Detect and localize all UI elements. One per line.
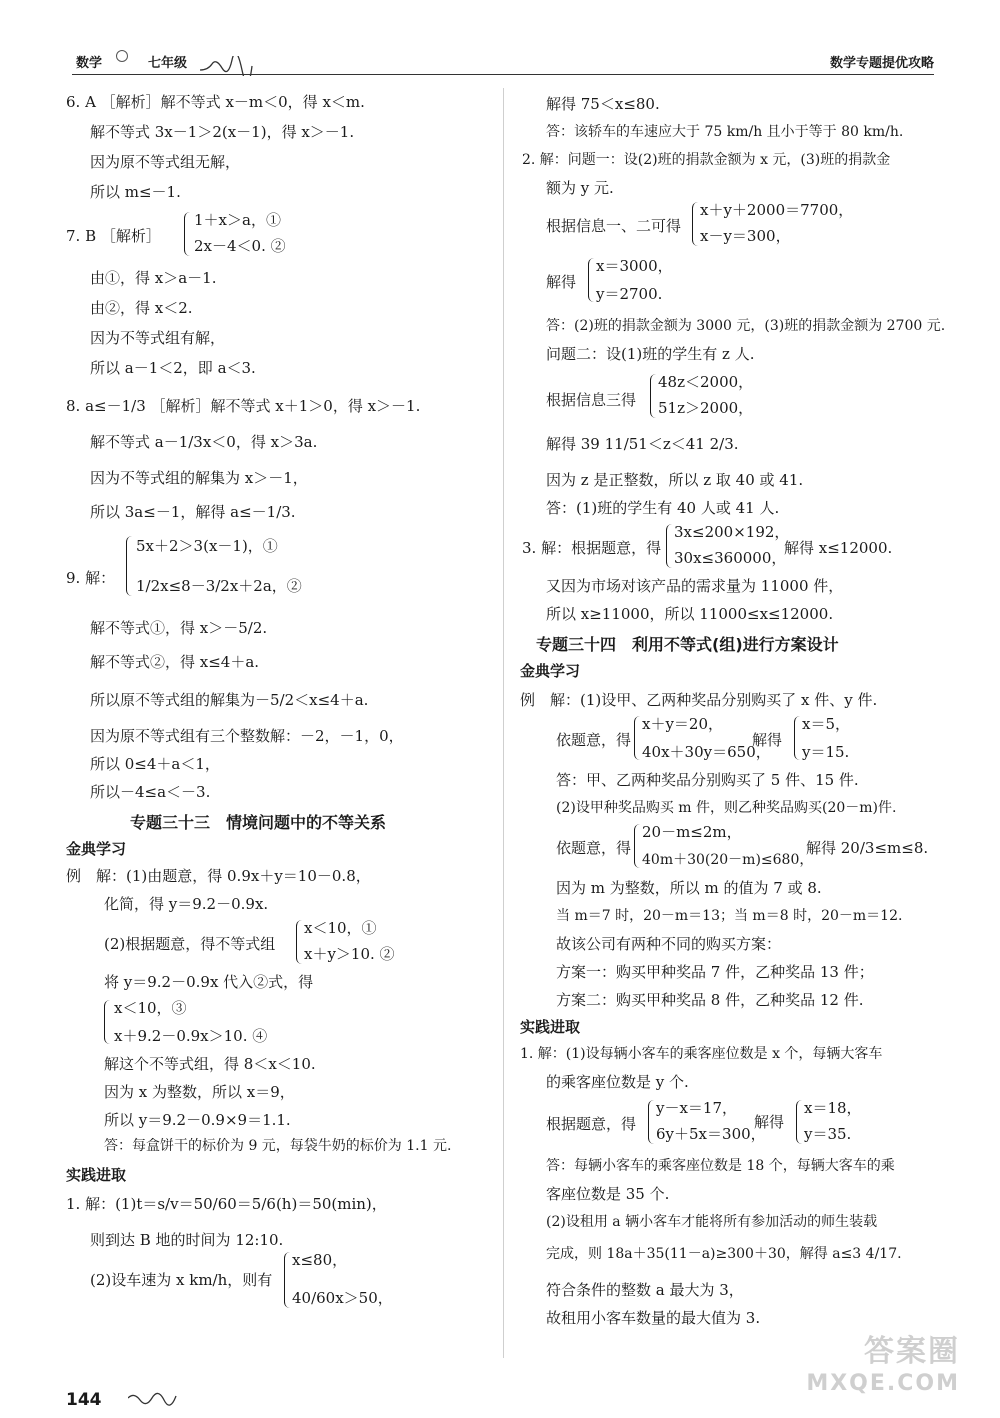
left-line: 2x－4＜0. ② [194, 237, 286, 255]
right-line: 答：(2)班的捐款金额为 3000 元，(3)班的捐款金额为 2700 元. [546, 318, 946, 334]
left-line: x＋y＞10. ② [304, 945, 395, 963]
header-rule [72, 74, 934, 75]
brace [184, 212, 191, 256]
left-line: 则到达 B 地的时间为 12:10. [90, 1231, 284, 1249]
left-line: 所以 0≤4＋a＜1， [90, 755, 220, 773]
right-line: 当 m＝7 时，20－m＝13；当 m＝8 时，20－m＝12. [556, 908, 903, 924]
footer-wave-icon [128, 1388, 188, 1408]
right-line: x＋y＋2000＝7700， [700, 201, 854, 219]
right-line: y－x＝17， [656, 1099, 738, 1117]
right-line: 2. 解：问题一：设(2)班的捐款金额为 x 元，(3)班的捐款金 [522, 152, 891, 168]
right-line: 解得 75＜x≤80. [546, 95, 660, 113]
right-line: (2)设甲种奖品购买 m 件，则乙种奖品购买(20－m)件. [556, 800, 897, 816]
left-line: 6. A ［解析］解不等式 x－m＜0，得 x＜m. [66, 93, 365, 111]
page-footer [66, 1390, 102, 1410]
header-book-title: 数学专题提优攻略 [829, 56, 934, 71]
header-dot-icon [116, 50, 128, 62]
left-line: 所以原不等式组的解集为－5/2＜x≤4＋a. [90, 691, 369, 709]
left-line: (2)设车速为 x km/h，则有 [90, 1271, 273, 1289]
left-line: 所以 y＝9.2－0.9×9＝1.1. [104, 1111, 291, 1129]
right-line: 的乘客座位数是 y 个. [546, 1073, 689, 1091]
right-line: 客座位数是 35 个. [546, 1185, 670, 1203]
right-line: 3. 解：根据题意，得 [522, 539, 662, 557]
left-line: 9. 解： [66, 569, 116, 587]
right-line: y＝15. [802, 743, 850, 761]
right-line: 3x≤200×192， [674, 523, 790, 541]
header-wave-icon [200, 56, 260, 76]
left-line: 解这个不等式组，得 8＜x＜10. [104, 1055, 316, 1073]
left-line: 因为不等式组的解集为 x＞－1， [90, 469, 308, 487]
right-line: 根据信息三得 [546, 391, 637, 409]
left-line: 5x＋2＞3(x－1)，① [136, 537, 278, 555]
page-number: 144 [66, 1390, 102, 1410]
right-line: 依题意，得 [556, 839, 632, 857]
right-line: 因为 z 是正整数，所以 z 取 40 或 41. [546, 471, 804, 489]
left-line: x＜10，① [304, 919, 377, 937]
brace [794, 716, 801, 760]
left-line: 1/2x≤8－3/2x＋2a，② [136, 577, 302, 595]
right-line: 所以 x≥11000，所以 11000≤x≤12000. [546, 605, 834, 623]
right-line: 解得 [754, 1113, 785, 1131]
right-line: y＝35. [804, 1125, 852, 1143]
left-line: 解不等式②，得 x≤4＋a. [90, 653, 260, 671]
brace [634, 824, 641, 868]
subsection-title: 金典学习 [66, 840, 127, 858]
right-line: 方案二：购买甲种奖品 8 件，乙种奖品 12 件. [556, 991, 864, 1009]
right-line: 依题意，得 [556, 731, 632, 749]
right-line: 答：(1)班的学生有 40 人或 41 人. [546, 499, 780, 517]
right-line: x＝5， [802, 715, 851, 733]
left-line: 因为不等式组有解， [90, 329, 226, 347]
left-line: 例 解：(1)由题意，得 0.9x＋y＝10－0.8， [66, 867, 371, 885]
right-line: 40x＋30y＝650， [642, 743, 771, 761]
brace [104, 1000, 111, 1044]
left-line: 因为原不等式组有三个整数解：－2，－1，0， [90, 727, 404, 745]
right-line: 额为 y 元. [546, 179, 614, 197]
left-line: 1. 解：(1)t＝s/v＝50/60＝5/6(h)＝50(min)， [66, 1195, 387, 1213]
left-line: 解不等式 3x－1＞2(x－1)，得 x＞－1. [90, 123, 355, 141]
left-line: 8. a≤－1/3 ［解析］解不等式 x＋1＞0，得 x＞－1. [66, 397, 421, 415]
left-line: (2)根据题意，得不等式组 [104, 935, 276, 953]
left-line: 7. B ［解析］ [66, 227, 161, 245]
right-line: 1. 解：(1)设每辆小客车的乘客座位数是 x 个，每辆大客车 [520, 1046, 883, 1062]
left-line: 所以－4≤a＜－3. [90, 783, 211, 801]
right-line: 方案一：购买甲种奖品 7 件，乙种奖品 13 件； [556, 963, 874, 981]
right-line: 根据信息一、二可得 [546, 217, 682, 235]
right-line: 答：该轿车的车速应大于 75 km/h 且小于等于 80 km/h. [546, 124, 904, 140]
right-line: 解得 39 11/51＜z＜41 2/3. [546, 435, 739, 453]
left-line: 1＋x＞a，① [194, 211, 281, 229]
left-line: x≤80， [292, 1251, 348, 1269]
section-title-34: 专题三十四 利用不等式(组)进行方案设计 [536, 635, 839, 654]
right-line: 答：每辆小客车的乘客座位数是 18 个，每辆大客车的乘 [546, 1158, 895, 1174]
right-line: x＝3000， [596, 257, 673, 275]
right-line: 解得 [546, 273, 577, 291]
right-line: 6y＋5x＝300， [656, 1125, 766, 1143]
right-line: y＝2700. [596, 285, 663, 303]
header-subject: 数学 [76, 56, 103, 71]
right-line: 30x≤360000， [674, 549, 787, 567]
watermark [806, 1336, 960, 1400]
brace [126, 536, 133, 596]
right-line: 完成，则 18a＋35(11－a)≥300＋30，解得 a≤3 4/17. [546, 1246, 902, 1262]
right-line: 故租用小客车数量的最大值为 3. [546, 1309, 761, 1327]
left-line: 所以 m≤－1. [90, 183, 181, 201]
brace [588, 258, 595, 302]
left-line: x＜10，③ [114, 999, 187, 1017]
left-line: 所以 3a≤－1，解得 a≤－1/3. [90, 503, 296, 521]
right-line: 又因为市场对该产品的需求量为 11000 件， [546, 577, 844, 595]
brace [650, 374, 657, 418]
right-line: 问题二：设(1)班的学生有 z 人. [546, 345, 755, 363]
left-line: 因为原不等式组无解， [90, 153, 241, 171]
left-line: 所以 a－1＜2，即 a＜3. [90, 359, 256, 377]
brace [648, 1100, 655, 1144]
right-line: 因为 m 为整数，所以 m 的值为 7 或 8. [556, 879, 822, 897]
subsection-title: 实践进取 [66, 1166, 127, 1184]
left-line: 40/60x＞50， [292, 1289, 393, 1307]
right-line: 40m＋30(20－m)≤680， [642, 852, 814, 868]
right-line: 48z＜2000， [658, 373, 754, 391]
right-line: 故该公司有两种不同的购买方案： [556, 935, 782, 953]
brace [634, 716, 641, 760]
brace [284, 1252, 291, 1308]
right-line: x－y＝300， [700, 227, 791, 245]
right-line: 根据题意，得 [546, 1115, 637, 1133]
brace [666, 524, 673, 568]
right-line: 例 解：(1)设甲、乙两种奖品分别购买了 x 件、y 件. [520, 691, 878, 709]
right-line: 解得 x≤12000. [784, 539, 893, 557]
page-header [0, 0, 1000, 80]
right-line: 20－m≤2m， [642, 823, 742, 841]
brace [796, 1100, 803, 1144]
subsection-title: 实践进取 [520, 1018, 581, 1036]
left-line: 由①，得 x＞a－1. [90, 269, 217, 287]
left-line: 解不等式①，得 x＞－5/2. [90, 619, 268, 637]
left-line: x＋9.2－0.9x＞10. ④ [114, 1027, 268, 1045]
left-line: 化简，得 y＝9.2－0.9x. [104, 895, 269, 913]
brace [296, 920, 303, 964]
right-line: (2)设租用 a 辆小客车才能将所有参加活动的师生装载 [546, 1214, 878, 1230]
right-line: 解得 20/3≤m≤8. [806, 839, 929, 857]
watermark-top-text: 答案圈 [864, 1334, 960, 1369]
header-grade: 七年级 [148, 56, 188, 71]
left-line: 解不等式 a－1/3x＜0，得 x＞3a. [90, 433, 318, 451]
right-line: 答：甲、乙两种奖品分别购买了 5 件、15 件. [556, 771, 859, 789]
brace [692, 202, 699, 246]
left-line: 将 y＝9.2－0.9x 代入②式，得 [104, 973, 314, 991]
section-title-33: 专题三十三 情境问题中的不等关系 [130, 813, 387, 832]
left-line: 由②，得 x＜2. [90, 299, 193, 317]
right-line: 解得 [752, 731, 783, 749]
left-line: 因为 x 为整数，所以 x＝9， [104, 1083, 295, 1101]
watermark-bottom-text: MXQE.COM [806, 1371, 960, 1396]
right-line: 51z＞2000， [658, 399, 754, 417]
left-line: 答：每盒饼干的标价为 9 元，每袋牛奶的标价为 1.1 元. [104, 1138, 452, 1154]
right-line: 符合条件的整数 a 最大为 3， [546, 1281, 744, 1299]
column-divider [503, 88, 504, 1358]
subsection-title: 金典学习 [520, 662, 581, 680]
right-line: x＝18， [804, 1099, 862, 1117]
right-line: x＋y＝20， [642, 715, 724, 733]
